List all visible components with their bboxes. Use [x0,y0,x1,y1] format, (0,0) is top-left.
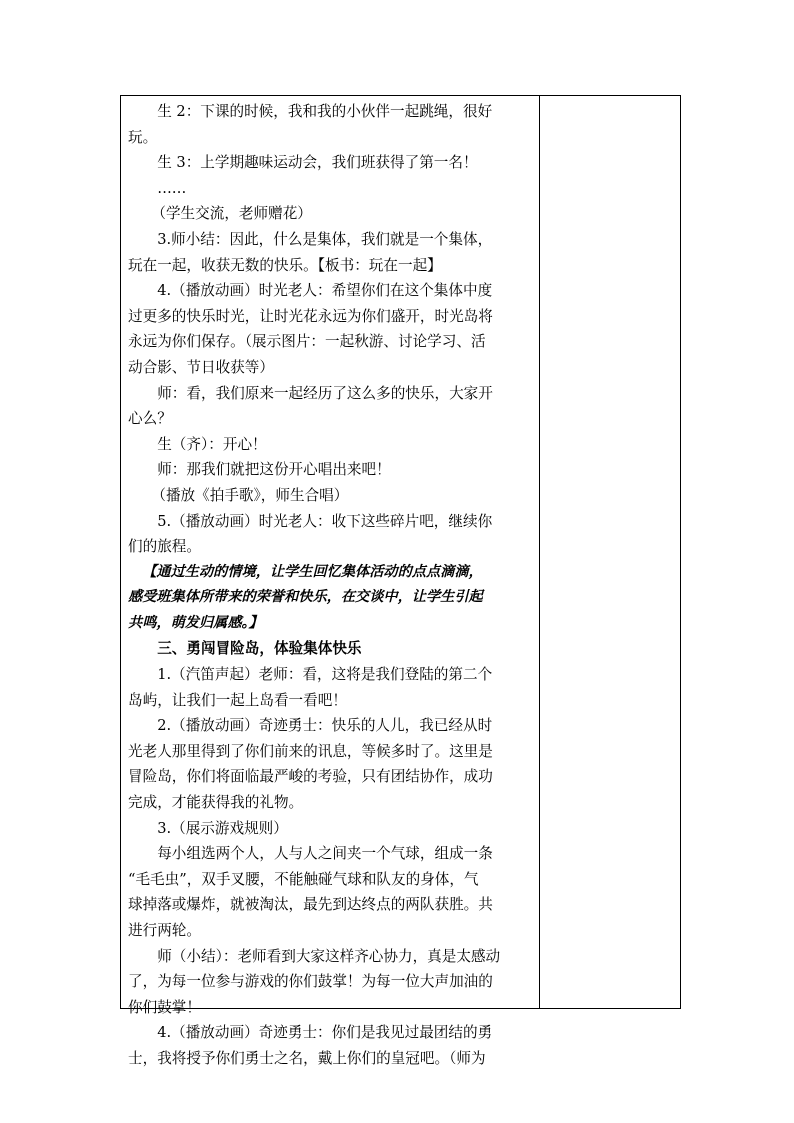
text-line: 师：那我们就把这份开心唱出来吧！ [157,461,391,479]
text-line: 2.（播放动画）奇迹勇士：快乐的人儿，我已经从时 [157,717,493,735]
text-line: 师：看，我们原来一起经历了这么多的快乐，大家开 [157,384,493,402]
text-line: 过更多的快乐时光，让时光花永远为你们盛开，时光岛将 [128,307,493,325]
text-line: …… [157,179,187,197]
text-line: 士，我将授予你们勇士之名，戴上你们的皇冠吧。（师为 [128,1049,486,1067]
lesson-table [120,95,681,1067]
text-line: 3.师小结：因此，什么是集体，我们就是一个集体， [157,230,493,248]
text-line: 永远为你们保存。（展示图片：一起秋游、讨论学习、活 [128,333,486,351]
text-line: 冒险岛，你们将面临最严峻的考验，只有团结协作，成功 [128,768,493,786]
text-line: 动合影、节日收获等） [128,358,274,376]
text-line: 岛屿，让我们一起上岛看一看吧！ [128,691,347,709]
text-line: 玩在一起，收获无数的快乐。【板书：玩在一起】 [128,256,442,274]
lesson-content-cell [121,96,539,1067]
text-line: 每小组选两个人，人与人之间夹一个气球，组成一条 [157,845,493,863]
text-line: 5.（播放动画）时光老人：收下这些碎片吧，继续你 [157,512,493,530]
text-line: 你们鼓掌！ [128,998,201,1016]
text-line: （播放《拍手歌》，师生合唱） [151,486,349,504]
text-line: 师（小结）：老师看到大家这样齐心协力，真是太感动 [157,947,501,965]
design-note-line: 感受班集体所带来的荣誉和快乐，在交谈中，让学生引起 [128,589,483,606]
text-line: 生（齐）：开心！ [157,435,267,453]
text-line: 4.（播放动画）奇迹勇士：你们是我见过最团结的勇 [157,1024,493,1042]
text-line: 光老人那里得到了你们前来的讯息，等候多时了。这里是 [128,742,493,760]
text-line: 4.（播放动画）时光老人：希望你们在这个集体中度 [157,282,493,300]
text-line: 球掉落或爆炸，就被淘汰，最先到达终点的两队获胜。共 [128,896,493,914]
text-line: 3.（展示游戏规则） [157,819,288,837]
text-line: 们的旅程。 [128,538,201,556]
design-note-line: 共鸣，萌发归属感。】 [128,614,263,631]
text-line: 进行两轮。 [128,922,201,939]
text-line: 玩。 [128,128,158,146]
notes-column-cell [540,96,680,1008]
text-line: 完成，才能获得我的礼物。 [128,794,304,812]
text-line: 心么？ [128,410,172,428]
text-line: “毛毛虫”，双手叉腰，不能触碰气球和队友的身体，气 [128,870,479,888]
text-line: 1.（汽笛声起）老师：看，这将是我们登陆的第二个 [157,666,493,684]
section-heading: 三、勇闯冒险岛，体验集体快乐 [157,640,362,658]
text-line: 生 2：下课的时候，我和我的小伙伴一起跳绳，很好 [157,103,493,120]
text-line: （学生交流，老师赠花） [151,205,312,223]
design-note-line: 【通过生动的情境，让学生回忆集体活动的点点滴滴， [142,563,483,580]
text-line: 生 3：上学期趣味运动会，我们班获得了第一名！ [157,154,478,172]
text-line: 了，为每一位参与游戏的你们鼓掌！为每一位大声加油的 [128,973,493,991]
